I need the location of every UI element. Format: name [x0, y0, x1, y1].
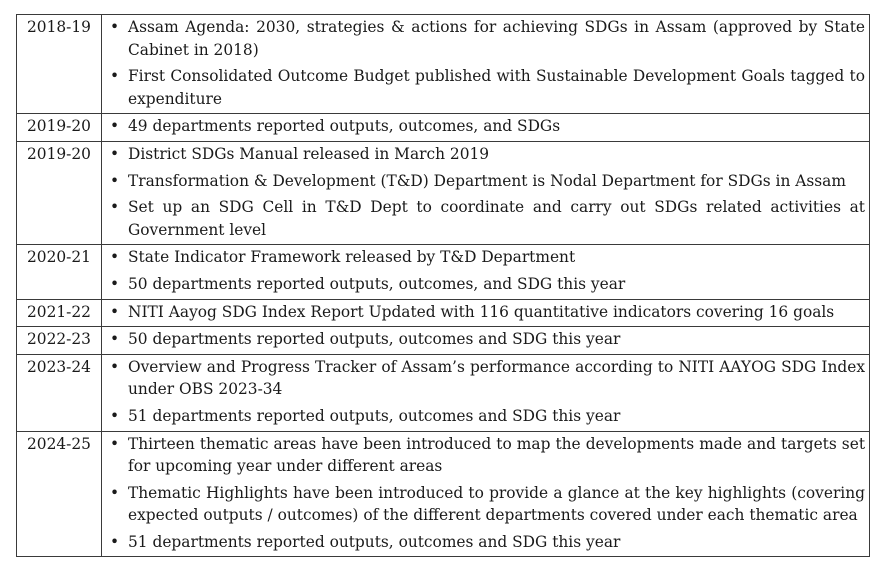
- list-item: [110, 433, 865, 478]
- table-row: [17, 327, 870, 355]
- list-item: [110, 246, 865, 269]
- table-row: [17, 245, 870, 299]
- year-cell: 2024-25: [17, 431, 102, 557]
- bullet-icon: •: [110, 357, 120, 376]
- items-cell: [102, 141, 870, 244]
- list-item: [110, 328, 865, 351]
- items-cell: [102, 245, 870, 299]
- items-cell: [102, 327, 870, 355]
- list-item-text: 50 departments reported outputs, outcomes, and SDG this year: [128, 274, 626, 293]
- items-cell: [102, 354, 870, 431]
- list-item: [110, 196, 865, 241]
- year-cell: 2018-19: [17, 15, 102, 114]
- year-cell: 2023-24: [17, 354, 102, 431]
- bullet-list: [102, 301, 869, 327]
- list-item: [110, 531, 865, 554]
- bullet-icon: •: [110, 144, 120, 163]
- list-item-text: Assam Agenda: 2030, strategies & actions for achieving SDGs in Assam (approved by State Cabinet in 2018): [128, 18, 865, 59]
- bullet-list: [102, 143, 869, 244]
- list-item: [110, 301, 865, 324]
- bullet-icon: •: [110, 330, 120, 349]
- bullet-list: [102, 356, 869, 431]
- sdg-timeline-table: [16, 14, 870, 557]
- items-cell: [102, 114, 870, 142]
- bullet-icon: •: [110, 248, 120, 267]
- bullet-icon: •: [110, 274, 120, 293]
- list-item: [110, 405, 865, 428]
- year-cell: 2020-21: [17, 245, 102, 299]
- list-item: [110, 115, 865, 138]
- bullet-list: [102, 246, 869, 298]
- bullet-icon: •: [110, 171, 120, 190]
- list-item: [110, 482, 865, 527]
- list-item: [110, 16, 865, 61]
- list-item-text: District SDGs Manual released in March 2019: [128, 144, 490, 163]
- table-row: [17, 114, 870, 142]
- list-item: [110, 170, 865, 193]
- list-item-text: Set up an SDG Cell in T&D Dept to coordinate and carry out SDGs related activities at Government level: [128, 198, 865, 239]
- bullet-list: [102, 328, 869, 354]
- list-item-text: First Consolidated Outcome Budget published with Sustainable Development Goals tagged to expenditure: [128, 67, 865, 108]
- bullet-list: [102, 16, 869, 113]
- table-row: [17, 299, 870, 327]
- table-row: [17, 431, 870, 557]
- list-item: [110, 273, 865, 296]
- bullet-icon: •: [110, 483, 120, 502]
- list-item-text: 50 departments reported outputs, outcomes and SDG this year: [128, 330, 621, 349]
- bullet-icon: •: [110, 18, 120, 36]
- table-row: [17, 15, 870, 114]
- table-row: [17, 354, 870, 431]
- list-item: [110, 65, 865, 110]
- bullet-icon: •: [110, 434, 120, 453]
- bullet-icon: •: [110, 67, 120, 86]
- bullet-icon: •: [110, 117, 120, 136]
- items-cell: [102, 299, 870, 327]
- bullet-icon: •: [110, 406, 120, 425]
- list-item-text: Transformation & Development (T&D) Department is Nodal Department for SDGs in Assam: [128, 171, 846, 190]
- bullet-list: [102, 115, 869, 141]
- list-item-text: Thirteen thematic areas have been introduced to map the developments made and targets set for upcoming year under different areas: [128, 434, 865, 476]
- table-row: [17, 141, 870, 244]
- bullet-icon: •: [110, 302, 120, 321]
- year-cell: 2019-20: [17, 141, 102, 244]
- bullet-list: [102, 433, 869, 557]
- bullet-icon: •: [110, 532, 120, 551]
- list-item-text: 49 departments reported outputs, outcomes, and SDGs: [128, 117, 561, 136]
- list-item-text: NITI Aayog SDG Index Report Updated with 116 quantitative indicators covering 16 goals: [128, 302, 835, 321]
- year-cell: 2021-22: [17, 299, 102, 327]
- year-cell: 2022-23: [17, 327, 102, 355]
- list-item-text: Overview and Progress Tracker of Assam’s performance according to NITI AAYOG SDG Index under OBS 2023-34: [128, 357, 865, 399]
- year-cell: 2019-20: [17, 114, 102, 142]
- list-item: [110, 356, 865, 401]
- items-cell: [102, 15, 870, 114]
- list-item: [110, 143, 865, 166]
- items-cell: [102, 431, 870, 557]
- list-item-text: State Indicator Framework released by T&D Department: [128, 248, 576, 267]
- list-item-text: 51 departments reported outputs, outcomes and SDG this year: [128, 406, 621, 425]
- list-item-text: Thematic Highlights have been introduced to provide a glance at the key highlights (covering expected outputs / outcomes) of the different departments covered under each thematic area: [128, 483, 865, 525]
- bullet-icon: •: [110, 198, 120, 217]
- list-item-text: 51 departments reported outputs, outcomes and SDG this year: [128, 532, 621, 551]
